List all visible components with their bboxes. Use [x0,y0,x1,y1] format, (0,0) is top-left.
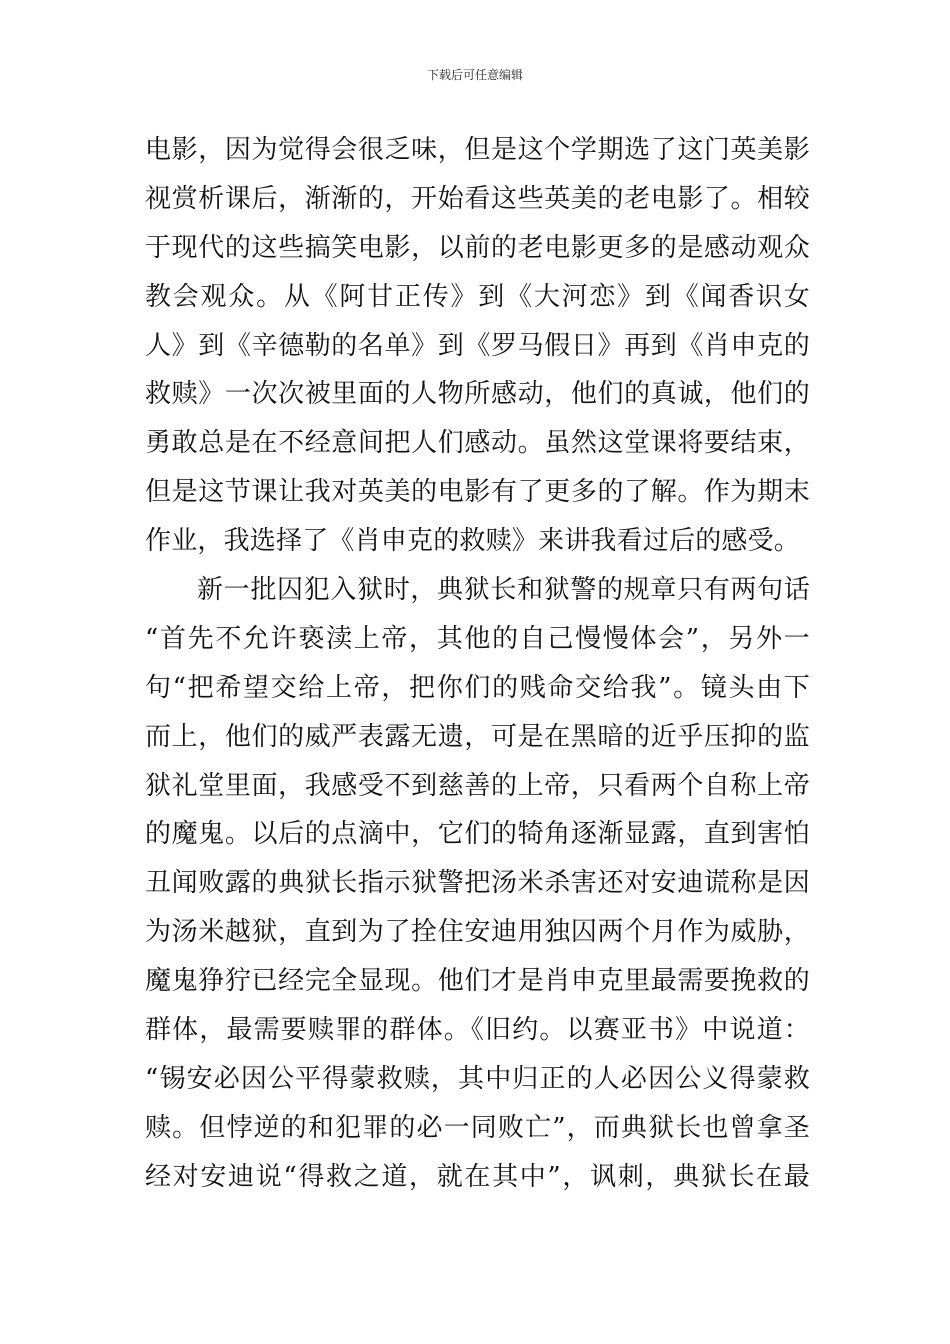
text-line: 魔鬼狰狞已经完全显现。他们才是肖申克里最需要挽救的 [145,966,810,997]
text-line: 群体，最需要赎罪的群体。《旧约。以赛亚书》中说道： [145,1015,810,1046]
text-line: “锡安必因公平得蒙救赎，其中归正的人必因公义得蒙救 [145,1063,810,1094]
body-text [145,126,810,1202]
text-line: 教会观众。从《阿甘正传》到《大河恋》到《闻香识女 [145,281,810,312]
text-line: 勇敢总是在不经意间把人们感动。虽然这堂课将要结束， [145,428,810,459]
text-line: 电影，因为觉得会很乏味，但是这个学期选了这门英美影 [145,135,810,165]
text-line: 救赎》一次次被里面的人物所感动，他们的真诚，他们的 [145,379,810,410]
paragraph-2 [145,566,810,1202]
text-line: 的魔鬼。以后的点滴中，它们的犄角逐渐显露，直到害怕 [145,819,810,850]
text-line: 赎。但悖逆的和犯罪的必一同败亡”，而典狱长也曾拿圣 [145,1112,810,1143]
text-line: 人》到《辛德勒的名单》到《罗马假日》再到《肖申克的 [145,330,810,361]
text-line: 丑闻败露的典狱长指示狱警把汤米杀害还对安迪谎称是因 [145,868,810,899]
text-line: 而上，他们的威严表露无遗，可是在黑暗的近乎压抑的监 [145,721,810,752]
text-line: 句“把希望交给上帝，把你们的贱命交给我”。镜头由下 [145,672,810,703]
text-line: “首先不允许亵渎上帝，其他的自己慢慢体会”，另外一 [145,623,810,654]
page-header: 下载后可任意编辑 [426,68,523,82]
text-line: 为汤米越狱，直到为了拴住安迪用独囚两个月作为威胁， [145,917,810,948]
text-line: 狱礼堂里面，我感受不到慈善的上帝，只看两个自称上帝 [145,770,810,801]
text-line: 于现代的这些搞笑电影，以前的老电影更多的是感动观众 [145,232,810,263]
text-line: 新一批囚犯入狱时，典狱长和狱警的规章只有两句话 [197,575,810,606]
text-line: 作业，我选择了《肖申克的救赎》来讲我看过后的感受。 [145,526,801,557]
text-line: 经对安迪说“得救之道，就在其中”，讽刺，典狱长在最 [145,1161,810,1192]
paragraph-1 [145,126,810,566]
text-line: 但是这节课让我对英美的电影有了更多的了解。作为期末 [145,477,810,508]
text-line: 视赏析课后，渐渐的，开始看这些英美的老电影了。相较 [145,183,810,214]
